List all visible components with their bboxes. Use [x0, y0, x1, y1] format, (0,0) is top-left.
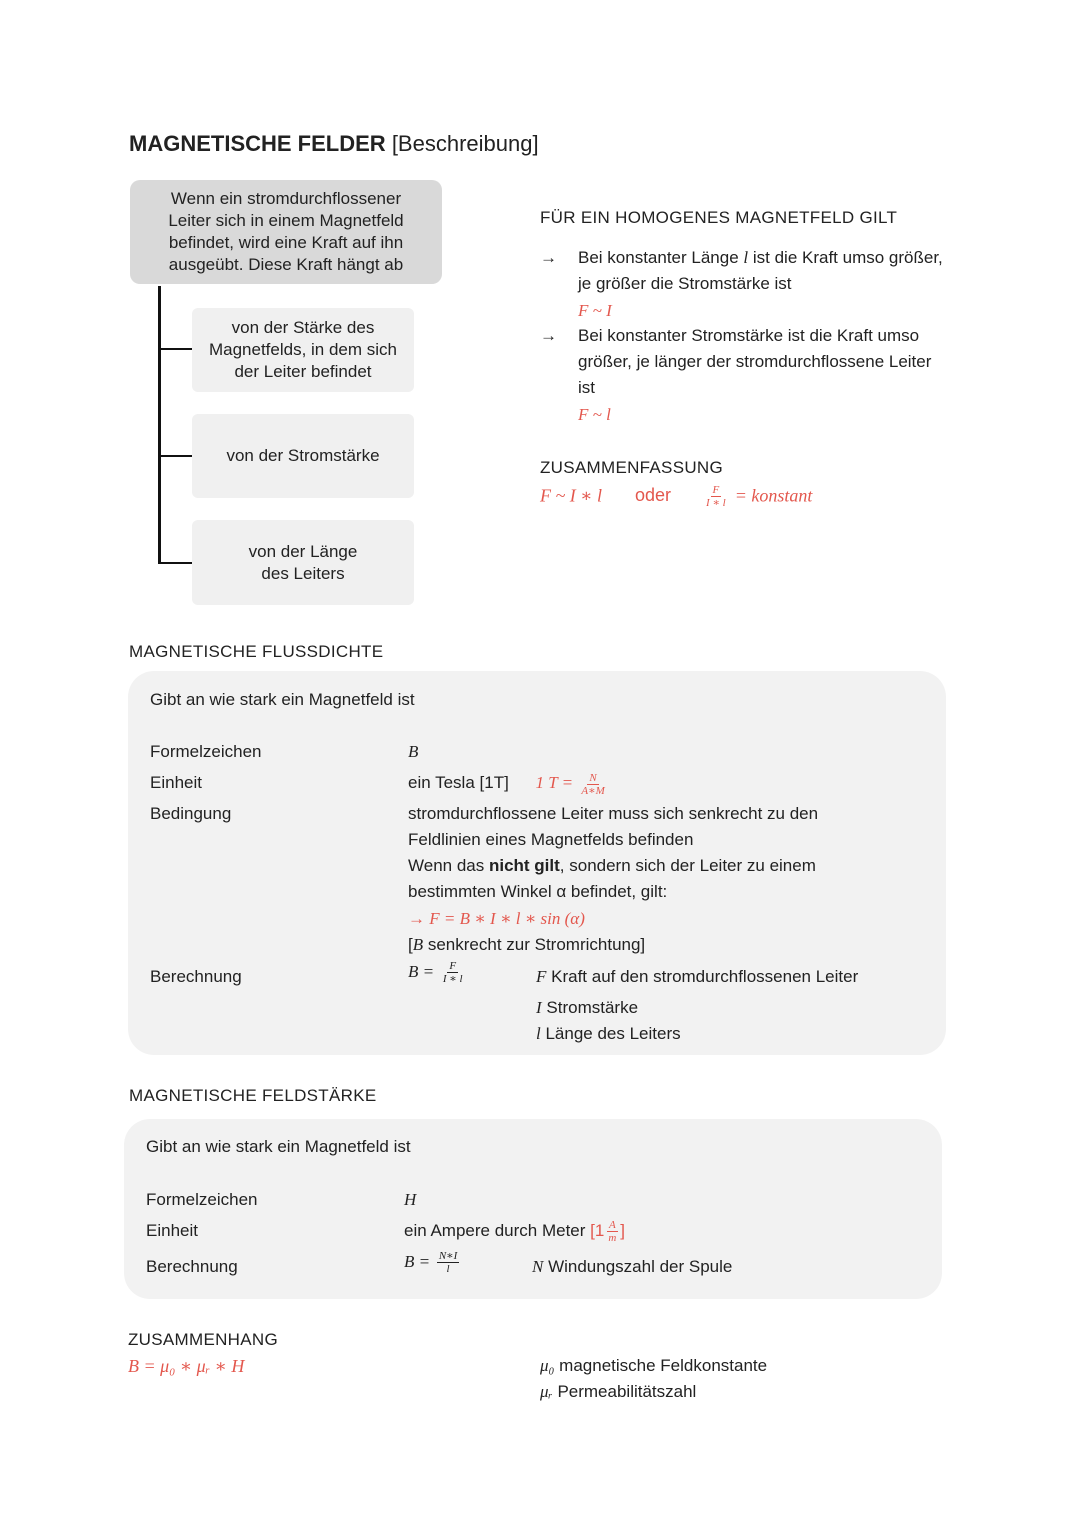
- flux-condition-formula: → F = B ∗ I ∗ l ∗ sin (α): [408, 909, 585, 928]
- field-label-unit: Einheit: [146, 1221, 198, 1240]
- flux-label-symbol: Formelzeichen: [150, 742, 262, 761]
- field-unit-frac-den: m: [608, 1232, 617, 1245]
- homogeneous-item-2: Bei konstanter Stromstärke ist die Kraft umso größer, je länger der stromdurchflossene Leiter ist: [578, 326, 932, 397]
- branch-text-2: von der Stromstärke: [226, 446, 380, 465]
- branch-box-field-strength: [192, 308, 414, 392]
- homogeneous-formula-2: F ~ l: [578, 405, 611, 424]
- relation-heading: ZUSAMMENHANG: [128, 1330, 278, 1349]
- flux-unit-frac-den: A∗M: [581, 784, 605, 797]
- flux-calc-formula: [408, 960, 467, 985]
- flux-legend-2: [536, 995, 638, 1021]
- relation-legend-2-var: μᵣ: [540, 1382, 553, 1401]
- field-label-symbol: Formelzeichen: [146, 1190, 258, 1209]
- flux-legend-2-text: Stromstärke: [541, 998, 639, 1017]
- homogeneous-heading: FÜR EIN HOMOGENES MAGNETFELD GILT: [540, 208, 898, 227]
- branch-text-1: von der Stärke des Magnetfelds, in dem sich der Leiter befindet: [208, 318, 398, 381]
- flux-legend-2-var: I: [536, 998, 542, 1017]
- field-calc-frac-num: N∗I: [438, 1250, 458, 1262]
- title-bold: MAGNETISCHE FELDER: [129, 131, 386, 156]
- flux-label-condition: Bedingung: [150, 804, 232, 823]
- field-unit: [404, 1218, 625, 1244]
- branch-text-3: von der Länge des Leiters: [248, 541, 358, 583]
- field-legend: [532, 1254, 732, 1280]
- field-unit-fraction: [606, 1219, 618, 1244]
- flux-unit-frac-num: N: [589, 771, 597, 784]
- flux-label-unit: Einheit: [150, 773, 202, 792]
- field-calc-left: B =: [404, 1251, 431, 1271]
- flux-condition-note: [B senkrecht zur Stromrichtung]: [408, 935, 646, 954]
- field-calc-frac-den: l: [446, 1263, 450, 1275]
- flux-unit-fraction: [579, 772, 606, 797]
- relation-legend-1: [540, 1353, 767, 1379]
- flux-legend-3-var: l: [536, 1024, 541, 1043]
- summary-heading: ZUSAMMENFASSUNG: [540, 458, 724, 477]
- flux-condition-1: stromdurchflossene Leiter muss sich senkrecht zu den: [408, 804, 819, 823]
- relation-legend-1-text: magnetische Feldkonstante: [554, 1356, 768, 1375]
- field-unit-text: ein Ampere durch Meter: [404, 1221, 586, 1240]
- force-main-box: [130, 180, 442, 284]
- field-legend-text: Windungszahl der Spule: [543, 1257, 733, 1276]
- flux-symbol: B: [408, 742, 419, 761]
- flux-condition-2: Feldlinien eines Magnetfelds befinden: [408, 830, 694, 849]
- homogeneous-formula-1: F ~ I: [578, 301, 612, 320]
- relation-formula: B = μ₀ ∗ μᵣ ∗ H: [128, 1356, 245, 1376]
- flux-condition-3b: , sondern sich der Leiter zu einem: [559, 856, 816, 875]
- arrow-icon-1: →: [540, 248, 557, 267]
- field-symbol: H: [404, 1190, 417, 1209]
- summary-fraction: [704, 484, 728, 509]
- flux-unit-formula: [535, 771, 609, 797]
- flux-condition-3-bold: nicht gilt: [488, 856, 560, 875]
- flux-legend-3-text: Länge des Leiters: [540, 1024, 681, 1043]
- summary-formula-1: F ~ I ∗ l: [540, 485, 602, 506]
- summary-frac-den: I ∗ l: [706, 497, 726, 509]
- tree-vertical-line: [158, 286, 161, 564]
- flux-intro: Gibt an wie stark ein Magnetfeld ist: [150, 690, 415, 709]
- flux-calc-left: B =: [408, 961, 435, 981]
- flux-density-heading: MAGNETISCHE FLUSSDICHTE: [129, 642, 384, 661]
- flux-calc-fraction: [441, 960, 465, 985]
- item1-text-a: Bei konstanter Länge: [578, 248, 744, 267]
- title-rest: [Beschreibung]: [391, 131, 539, 156]
- relation-legend-2-text: Permeabilitätszahl: [552, 1382, 697, 1401]
- flux-condition-4: bestimmten Winkel α befindet, gilt:: [408, 882, 668, 901]
- relation-legend-2: [540, 1379, 696, 1405]
- flux-condition-note-text: senkrecht zur Stromrichtung]: [423, 935, 646, 954]
- field-label-calc: Berechnung: [146, 1257, 238, 1276]
- field-legend-var: N: [532, 1257, 544, 1276]
- summary-frac-num: F: [712, 484, 720, 496]
- flux-legend-1: [536, 964, 858, 990]
- tree-branch-line-1: [158, 348, 192, 350]
- arrow-icon-2: →: [540, 326, 557, 345]
- summary-or: oder: [634, 485, 672, 506]
- flux-legend-3: [536, 1021, 681, 1047]
- field-intro: Gibt an wie stark ein Magnetfeld ist: [146, 1137, 411, 1156]
- field-unit-bracket-left: [1: [590, 1221, 605, 1240]
- flux-condition-3: [408, 853, 816, 879]
- flux-calc-frac-num: F: [449, 960, 457, 972]
- flux-calc-frac-den: I ∗ l: [442, 973, 463, 985]
- field-unit-bracket-right: ]: [620, 1221, 626, 1240]
- flux-condition-3a: Wenn das: [408, 856, 489, 875]
- branch-box-length: [192, 520, 414, 605]
- flux-unit: [408, 770, 609, 797]
- summary-formulas: [540, 484, 812, 509]
- force-main-text: Wenn ein stromdurchflossener Leiter sich in einem Magnetfeld befindet, wird eine Kraft auf ihn ausgeübt. Diese Kraft hängt ab: [168, 189, 404, 274]
- branch-box-current: [192, 414, 414, 498]
- field-unit-bracket: [590, 1219, 626, 1245]
- item1-var: l: [743, 248, 749, 267]
- homogeneous-item-1: [578, 245, 948, 297]
- summary-formula-2: = konstant: [734, 485, 813, 506]
- relation-legend-1-var: μ₀: [540, 1356, 555, 1375]
- flux-legend-1-text: Kraft auf den stromdurchflossenen Leiter: [546, 967, 859, 986]
- tree-branch-line-3: [158, 562, 192, 564]
- flux-condition-note-var: B: [412, 935, 424, 954]
- field-unit-frac-num: A: [608, 1219, 616, 1232]
- page-title: [129, 131, 539, 157]
- flux-unit-text: ein Tesla [1T]: [408, 773, 509, 792]
- flux-unit-left: 1 T =: [535, 773, 574, 792]
- flux-legend-1-var: F: [536, 967, 547, 986]
- field-calc-fraction: [437, 1250, 459, 1275]
- flux-label-calc: Berechnung: [150, 967, 242, 986]
- item1-text-b: ist die Kraft umso größer, je größer die Stromstärke ist: [578, 248, 943, 293]
- field-strength-heading: MAGNETISCHE FELDSTÄRKE: [129, 1086, 377, 1105]
- field-calc-formula: [404, 1250, 461, 1275]
- tree-branch-line-2: [158, 455, 192, 457]
